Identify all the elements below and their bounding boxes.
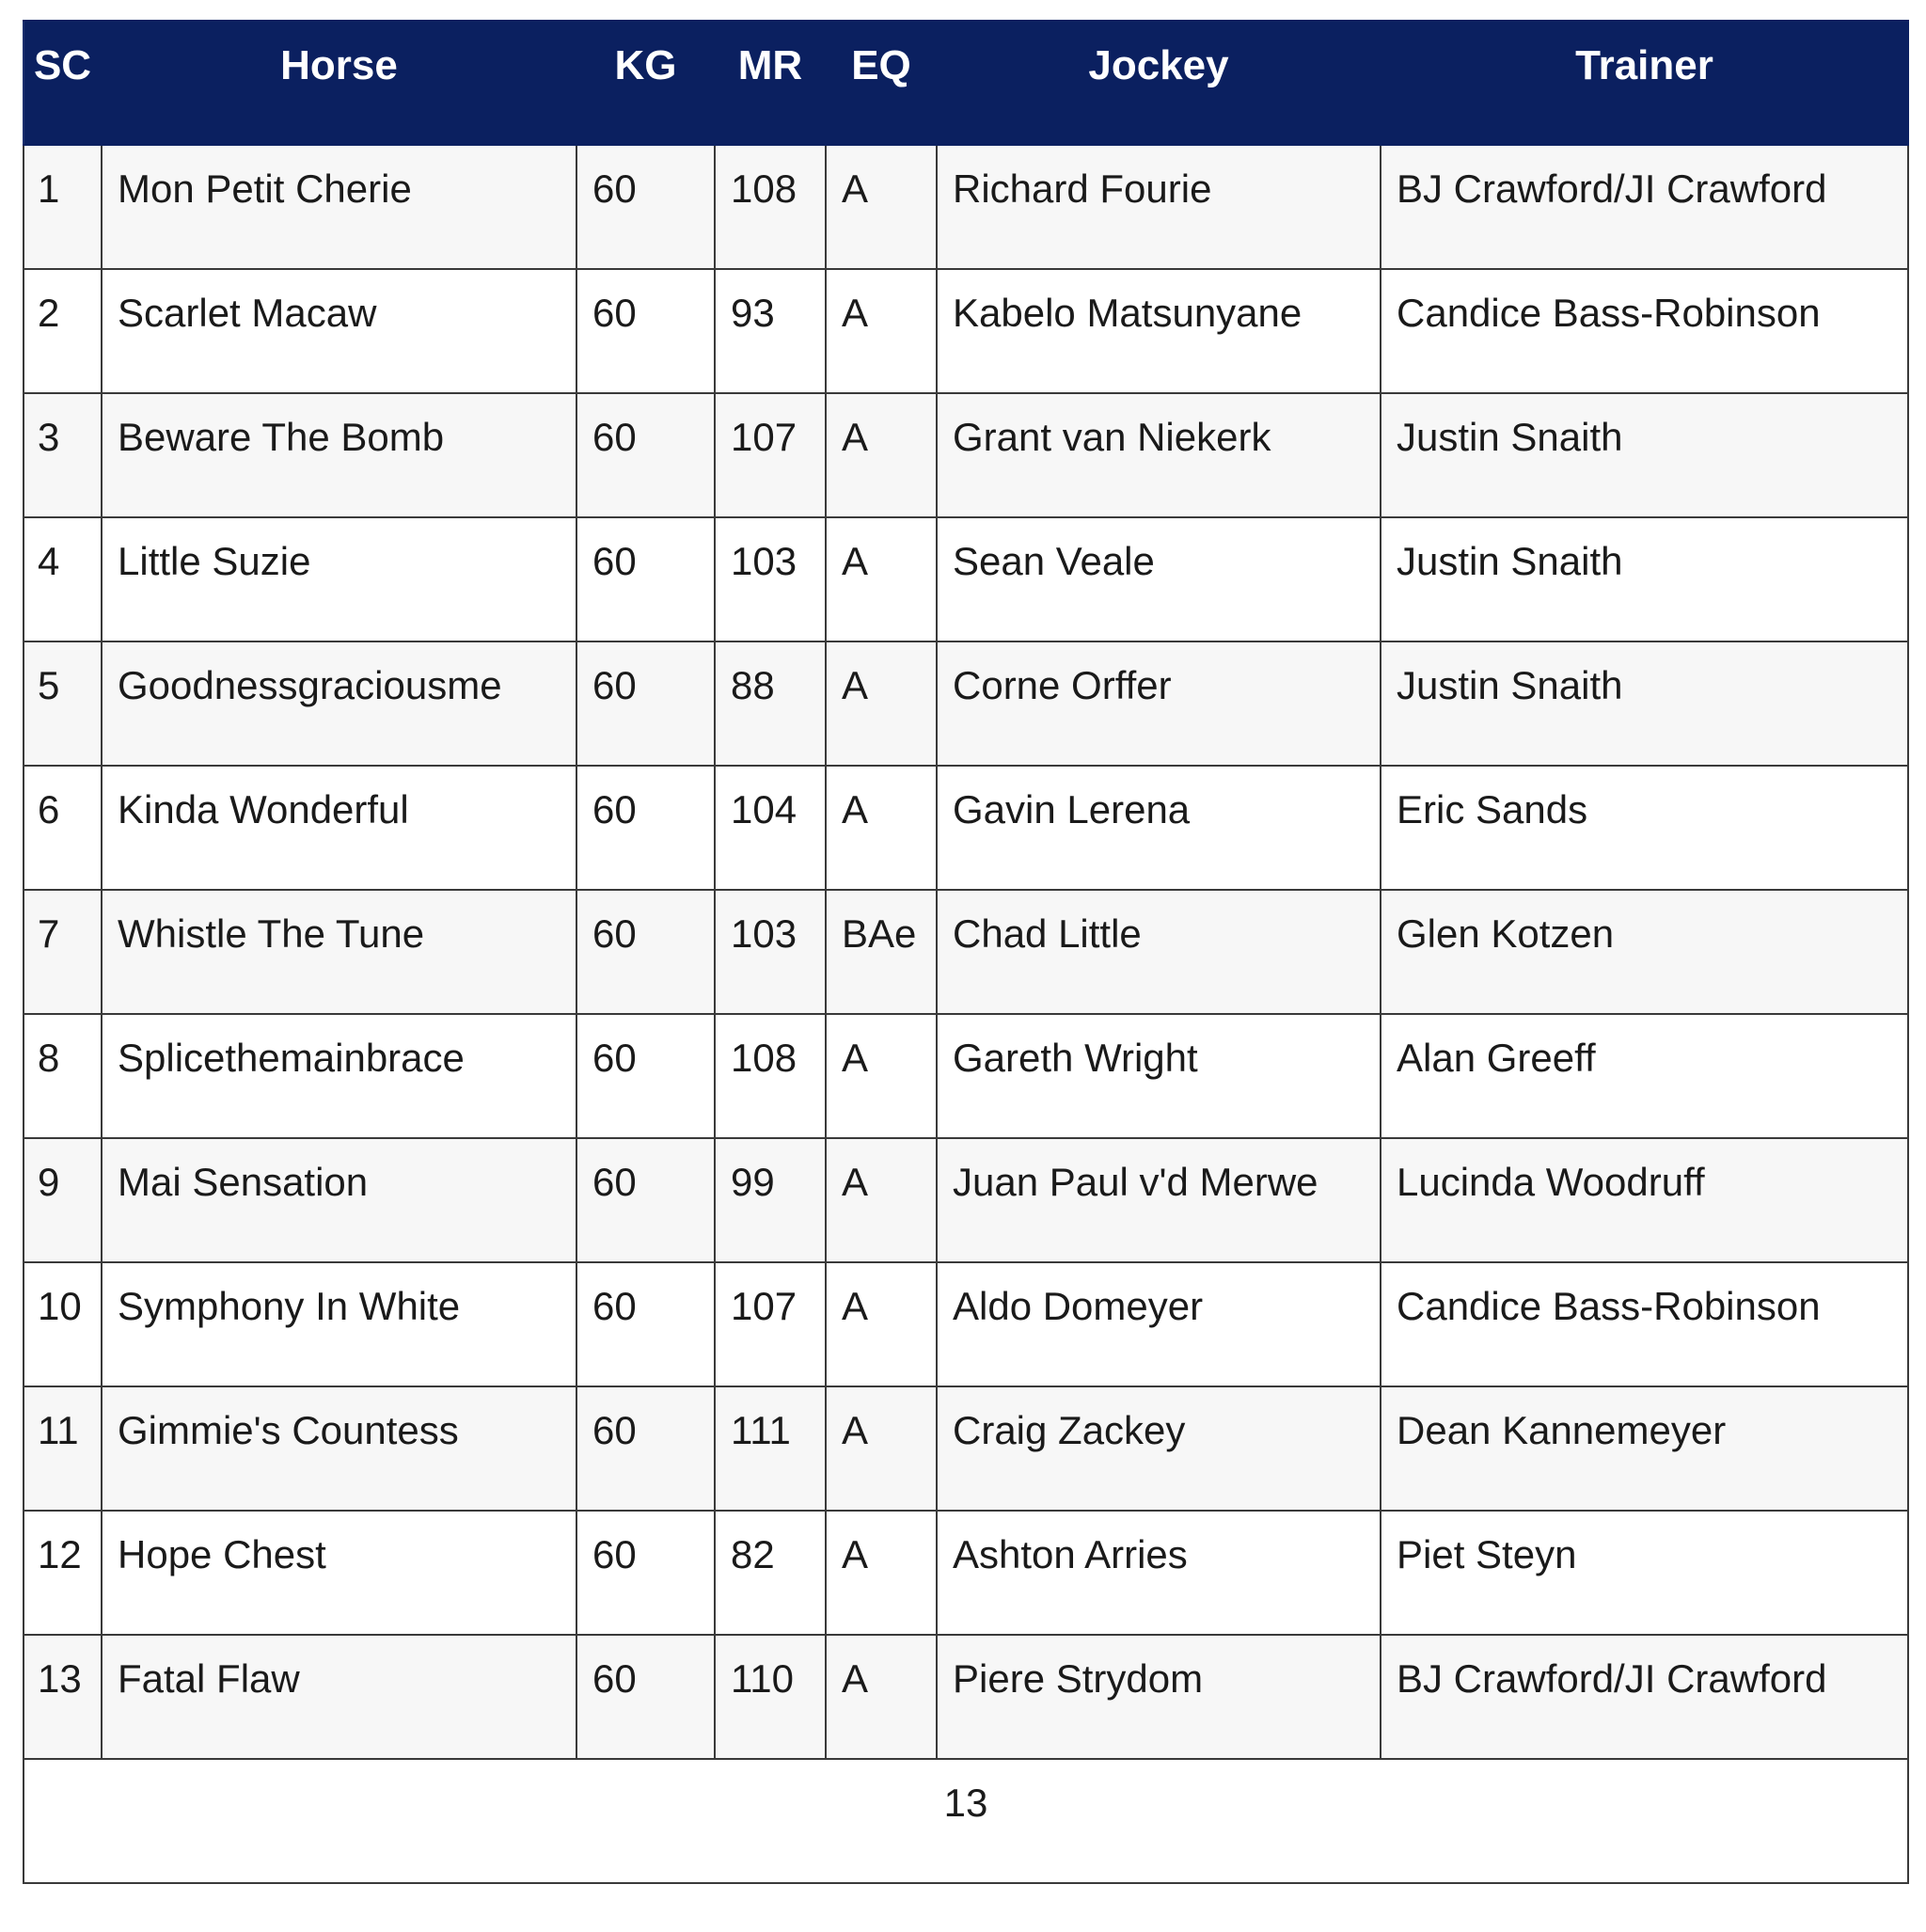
trainer-cell: BJ Crawford/JI Crawford [1381, 145, 1908, 269]
table-row [24, 393, 1908, 517]
mr-cell: 107 [715, 393, 826, 517]
eq-cell: A [826, 145, 937, 269]
mr-cell: 82 [715, 1511, 826, 1635]
mr-cell: 111 [715, 1386, 826, 1511]
table-row [24, 1386, 1908, 1511]
mr-cell: 108 [715, 1014, 826, 1138]
horse-cell: Symphony In White [102, 1262, 576, 1386]
trainer-cell: Piet Steyn [1381, 1511, 1908, 1635]
jockey-cell: Grant van Niekerk [937, 393, 1381, 517]
eq-cell: A [826, 766, 937, 890]
runner-count: 13 [24, 1759, 1908, 1883]
table-row [24, 269, 1908, 393]
eq-cell: A [826, 1386, 937, 1511]
trainer-cell: Alan Greeff [1381, 1014, 1908, 1138]
kg-cell: 60 [576, 393, 715, 517]
eq-cell: BAe [826, 890, 937, 1014]
jockey-cell: Gareth Wright [937, 1014, 1381, 1138]
kg-cell: 60 [576, 145, 715, 269]
eq-cell: A [826, 641, 937, 766]
sc-cell: 5 [24, 641, 102, 766]
sc-cell: 2 [24, 269, 102, 393]
kg-cell: 60 [576, 1138, 715, 1262]
horse-cell: Mai Sensation [102, 1138, 576, 1262]
table-row [24, 1014, 1908, 1138]
trainer-cell: Lucinda Woodruff [1381, 1138, 1908, 1262]
table-row [24, 517, 1908, 641]
trainer-cell: BJ Crawford/JI Crawford [1381, 1635, 1908, 1759]
mr-cell: 93 [715, 269, 826, 393]
mr-cell: 99 [715, 1138, 826, 1262]
jockey-cell: Corne Orffer [937, 641, 1381, 766]
sc-cell: 10 [24, 1262, 102, 1386]
racecard-table [23, 20, 1909, 1884]
kg-cell: 60 [576, 766, 715, 890]
sc-cell: 4 [24, 517, 102, 641]
trainer-cell: Glen Kotzen [1381, 890, 1908, 1014]
mr-cell: 104 [715, 766, 826, 890]
kg-cell: 60 [576, 890, 715, 1014]
jockey-cell: Aldo Domeyer [937, 1262, 1381, 1386]
eq-cell: A [826, 517, 937, 641]
horse-cell: Scarlet Macaw [102, 269, 576, 393]
eq-cell: A [826, 1262, 937, 1386]
table-row [24, 890, 1908, 1014]
header-row [24, 21, 1908, 145]
trainer-cell: Justin Snaith [1381, 393, 1908, 517]
horse-cell: Goodnessgraciousme [102, 641, 576, 766]
eq-cell: A [826, 1511, 937, 1635]
jockey-cell: Kabelo Matsunyane [937, 269, 1381, 393]
jockey-cell: Piere Strydom [937, 1635, 1381, 1759]
column-header-trainer: Trainer [1381, 21, 1908, 145]
trainer-cell: Candice Bass-Robinson [1381, 269, 1908, 393]
kg-cell: 60 [576, 1635, 715, 1759]
mr-cell: 88 [715, 641, 826, 766]
jockey-cell: Sean Veale [937, 517, 1381, 641]
column-header-sc: SC [24, 21, 102, 145]
sc-cell: 8 [24, 1014, 102, 1138]
column-header-horse: Horse [102, 21, 576, 145]
trainer-cell: Justin Snaith [1381, 641, 1908, 766]
kg-cell: 60 [576, 269, 715, 393]
kg-cell: 60 [576, 1014, 715, 1138]
kg-cell: 60 [576, 1386, 715, 1511]
sc-cell: 12 [24, 1511, 102, 1635]
horse-cell: Mon Petit Cherie [102, 145, 576, 269]
sc-cell: 13 [24, 1635, 102, 1759]
table-row [24, 145, 1908, 269]
horse-cell: Kinda Wonderful [102, 766, 576, 890]
horse-cell: Whistle The Tune [102, 890, 576, 1014]
table-row [24, 1262, 1908, 1386]
table-row [24, 1635, 1908, 1759]
eq-cell: A [826, 393, 937, 517]
horse-cell: Gimmie's Countess [102, 1386, 576, 1511]
mr-cell: 103 [715, 517, 826, 641]
kg-cell: 60 [576, 641, 715, 766]
jockey-cell: Chad Little [937, 890, 1381, 1014]
kg-cell: 60 [576, 1262, 715, 1386]
kg-cell: 60 [576, 517, 715, 641]
sc-cell: 11 [24, 1386, 102, 1511]
jockey-cell: Richard Fourie [937, 145, 1381, 269]
mr-cell: 108 [715, 145, 826, 269]
sc-cell: 1 [24, 145, 102, 269]
eq-cell: A [826, 1014, 937, 1138]
horse-cell: Hope Chest [102, 1511, 576, 1635]
jockey-cell: Gavin Lerena [937, 766, 1381, 890]
sc-cell: 9 [24, 1138, 102, 1262]
jockey-cell: Ashton Arries [937, 1511, 1381, 1635]
sc-cell: 7 [24, 890, 102, 1014]
table-row [24, 766, 1908, 890]
trainer-cell: Justin Snaith [1381, 517, 1908, 641]
horse-cell: Little Suzie [102, 517, 576, 641]
horse-cell: Beware The Bomb [102, 393, 576, 517]
horse-cell: Splicethemainbrace [102, 1014, 576, 1138]
mr-cell: 103 [715, 890, 826, 1014]
column-header-eq: EQ [826, 21, 937, 145]
jockey-cell: Juan Paul v'd Merwe [937, 1138, 1381, 1262]
sc-cell: 3 [24, 393, 102, 517]
horse-cell: Fatal Flaw [102, 1635, 576, 1759]
eq-cell: A [826, 1138, 937, 1262]
column-header-kg: KG [576, 21, 715, 145]
trainer-cell: Dean Kannemeyer [1381, 1386, 1908, 1511]
eq-cell: A [826, 1635, 937, 1759]
jockey-cell: Craig Zackey [937, 1386, 1381, 1511]
column-header-mr: MR [715, 21, 826, 145]
column-header-jockey: Jockey [937, 21, 1381, 145]
mr-cell: 107 [715, 1262, 826, 1386]
eq-cell: A [826, 269, 937, 393]
sc-cell: 6 [24, 766, 102, 890]
table-row [24, 641, 1908, 766]
footer-row [24, 1759, 1908, 1883]
mr-cell: 110 [715, 1635, 826, 1759]
table-row [24, 1511, 1908, 1635]
trainer-cell: Candice Bass-Robinson [1381, 1262, 1908, 1386]
trainer-cell: Eric Sands [1381, 766, 1908, 890]
table-row [24, 1138, 1908, 1262]
kg-cell: 60 [576, 1511, 715, 1635]
